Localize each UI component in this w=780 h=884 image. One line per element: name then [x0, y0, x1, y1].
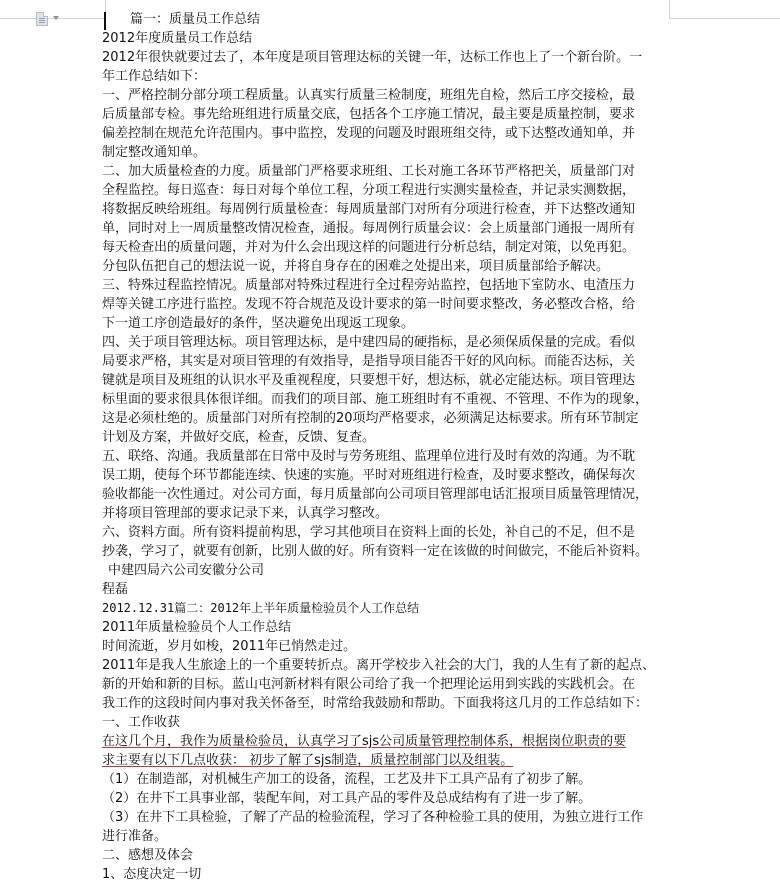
paragraph-line: 四、关于项目管理达标。项目管理达标，是中建四局的硬指标，是必须保质保量的完成。看似	[102, 335, 636, 350]
section-heading: 一、工作收获	[102, 715, 181, 730]
document-page	[102, 10, 682, 884]
paragraph-line: 分包队伍把自己的想法说一说，并将自身存在的困难之处提出来，项目质量部给予解决。	[102, 259, 610, 274]
paragraph-line: 年工作总结如下：	[102, 69, 207, 84]
section-title: 2011年质量检验员个人工作总结	[102, 620, 292, 635]
date-and-next-title: 2012.12.31篇二：2012年上半年质量检验员个人工作总结	[102, 601, 420, 615]
paragraph-line: 验收都能一次性通过。对公司方面，每月质量部向公司项目管理部电话汇报项目质量管理情况，	[102, 487, 649, 502]
paragraph-line: 偏差控制在规范允许范围内。事中监控，发现的问题及时跟班组交待，或下达整改通知单，并	[102, 126, 636, 141]
paragraph-line: 抄袭，学习了，就要有创新，比别人做的好。所有资料一定在该做的时间做完，不能后补资料。	[102, 544, 649, 559]
paragraph-line: 时间流逝，岁月如梭，2011年已悄然走过。	[102, 639, 357, 654]
paragraph-line: 在这几个月，我作为质量检验员，认真学习了sjs公司质量管理控制体系，根据岗位职责的要	[102, 734, 627, 749]
paragraph-line: 新的开始和新的目标。蓝山屯河新材料有限公司给了我一个把理论运用到实践的实践机会。在	[102, 677, 636, 692]
paragraph-line: 并将项目管理部的要求记录下来，认真学习整改。	[102, 506, 389, 521]
paragraph-line: 计划及方案，并做好交底，检查，反馈、复查。	[102, 430, 376, 445]
paragraph-line: 全程监控。每日巡查：每日对每个单位工程，分项工程进行实测实量检查，并记录实测数据，	[102, 183, 636, 198]
paragraph-line: 六、资料方面。所有资料提前构思，学习其他项目在资料上面的长处，补自己的不足，但不是	[102, 525, 636, 540]
paragraph-line: 三、特殊过程监控情况。质量部对特殊过程进行全过程旁站监控，包括地下室防水、电渣压力	[102, 278, 636, 293]
paragraph-line: 误工期，使每个环节都能连续、快速的实施。平时对班组进行检查，及时要求整改，确保每次	[102, 468, 636, 483]
paragraph-line: 下一道工序创造最好的条件，坚决避免出现返工现象。	[102, 316, 415, 331]
section-heading: 二、感想及体会	[102, 848, 194, 863]
paragraph-line: 二、加大质量检查的力度。质量部门严格要求班组、工长对施工各环节严格把关，质量部门对	[102, 164, 636, 179]
paragraph-line: 我工作的这段时间内事对我关怀备至，时常给我鼓励和帮助。下面我将这几月的工作总结如下：	[102, 696, 649, 711]
page-corner-right	[669, 0, 780, 19]
list-item: （1）在制造部，对机械生产加工的设备，流程，工艺及井下工具产品有了初步了解。	[102, 772, 592, 787]
signature-company: 中建四局六公司安徽分公司	[108, 563, 265, 578]
list-item: （2）在井下工具事业部，装配车间，对工具产品的零件及总成结构有了进一步了解。	[102, 791, 592, 806]
paragraph-line: 每天检查出的质量问题，并对为什么会出现这样的问题进行分析总结，制定对策，以免再犯。	[102, 240, 636, 255]
signature-name: 程磊	[102, 582, 129, 597]
paragraph-line: 1、态度决定一切	[102, 867, 202, 882]
paragraph-line: 这是必须杜绝的。质量部门对所有控制的20项均严格要求，必须满足达标要求。所有环节制定	[102, 411, 639, 426]
paragraph-line: 五、联络、沟通。我质量部在日常中及时与劳务班组、监理单位进行及时有效的沟通。为不耽	[102, 449, 636, 464]
document-menu-button[interactable]	[36, 12, 64, 26]
paragraph-line: 2011年是我人生旅途上的一个重要转折点。离开学校步入社会的大门，我的人生有了新的起点、	[102, 658, 656, 673]
paragraph-line: 求主要有以下几点收获： 初步了解了sjs制造，质量控制部门以及组装。	[102, 753, 514, 768]
paragraph-line: 单，同时对上一周质量整改情况检查，通报。每周例行质量会议：会上质量部门通报一周所有	[102, 221, 636, 236]
section-title: 2012年度质量员工作总结	[102, 31, 253, 46]
paragraph-line: 制定整改通知单。	[102, 145, 207, 160]
paragraph-line: 一、严格控制分部分项工程质量。认真实行质量三检制度，班组先自检，然后工序交接检，最	[102, 88, 636, 103]
list-item: （3）在井下工具检验，了解了产品的检验流程，学习了各种检验工具的使用，为独立进行工作	[102, 810, 644, 825]
chevron-down-icon	[53, 16, 59, 20]
paragraph-line: 标里面的要求很具体很详细。而我们的项目部、施工班组时有不重视、不管理、不作为的现象，	[102, 392, 649, 407]
paragraph-line: 2012年很快就要过去了，本年度是项目管理达标的关键一年，达标工作也上了一个新台阶。一	[102, 50, 643, 65]
paragraph-line: 键就是项目及班组的认识水平及重视程度，只要想干好，想达标，就必定能达标。项目管理达	[102, 373, 636, 388]
document-icon	[36, 12, 48, 26]
paragraph-line: 将数据反映给班组。每周例行质量检查：每周质量部门对所有分项进行检查，并下达整改通知	[102, 202, 636, 217]
paragraph-line: 局要求严格，其实是对项目管理的有效指导，是指导项目能否干好的风向标。而能否达标，关	[102, 354, 636, 369]
paragraph-line: 焊等关键工序进行监控。发现不符合规范及设计要求的第一时间要求整改，务必整改合格，给	[102, 297, 636, 312]
paragraph-line: 进行准备。	[102, 829, 168, 844]
document-title: 篇一：质量员工作总结	[130, 12, 261, 27]
paragraph-line: 后质量部专检。事先给班组进行质量交底，包括各个工序施工情况，最主要是质量控制，要求	[102, 107, 636, 122]
